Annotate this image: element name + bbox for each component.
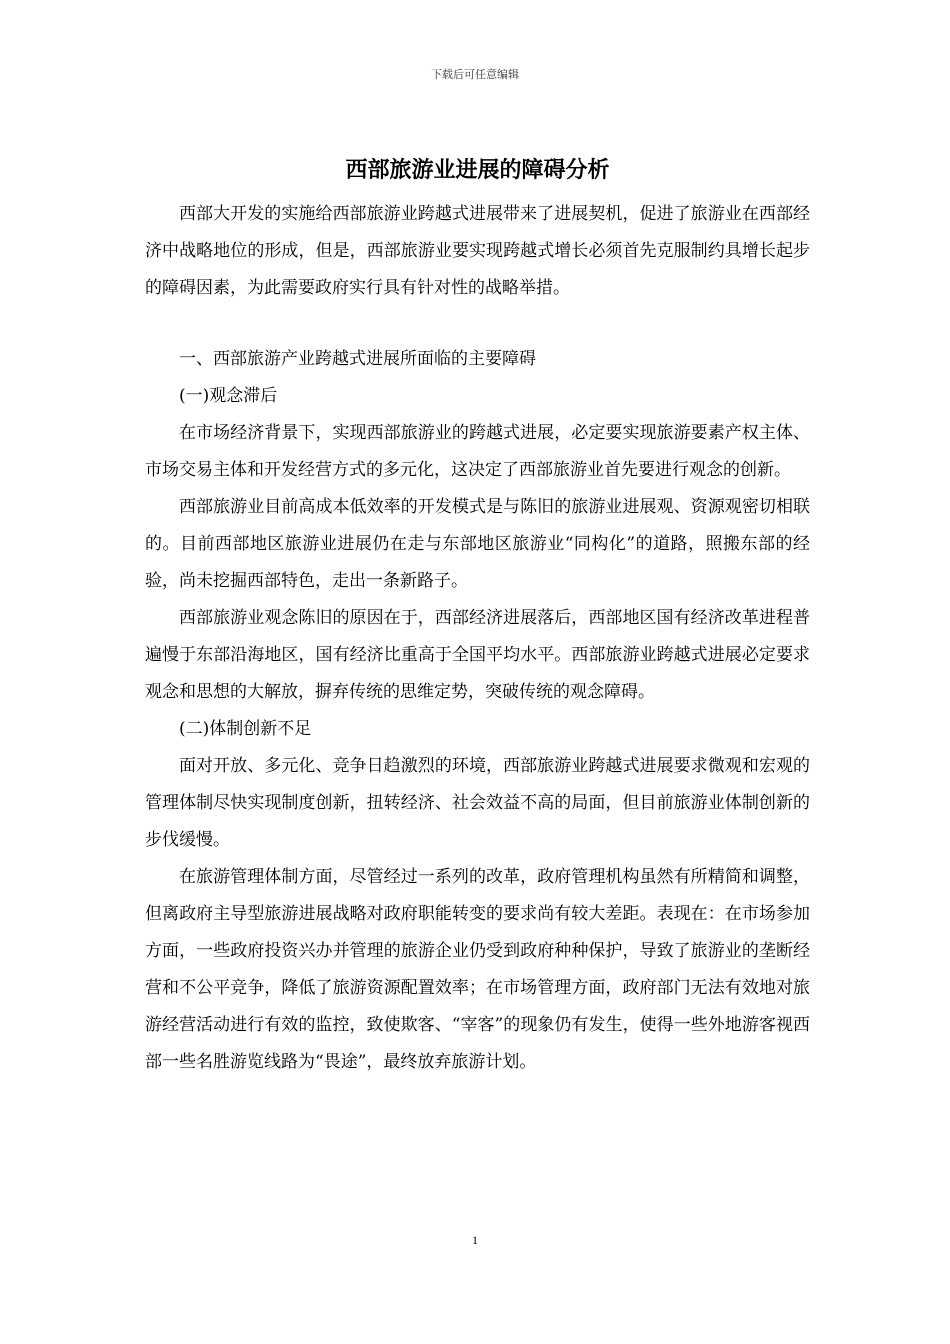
document-body: [145, 152, 810, 1081]
section-spacer: [145, 307, 810, 341]
section-heading: 一、西部旅游产业跨越式进展所面临的主要障碍: [179, 349, 536, 369]
page-header-note: 下载后可任意编辑: [431, 68, 519, 81]
intro-paragraph: 西部大开发的实施给西部旅游业跨越式进展带来了进展契机，促进了旅游业在西部经济中战略地位的形成，但是，西部旅游业要实现跨越式增长必须首先克服制约具增长起步的障碍因素，为此需要政府实行具有针对性的战略举措。: [145, 204, 810, 298]
body-paragraph: 在市场经济背景下，实现西部旅游业的跨越式进展，必定要实现旅游要素产权主体、市场交易主体和开发经营方式的多元化，这决定了西部旅游业首先要进行观念的创新。: [145, 423, 810, 480]
body-paragraph: 西部旅游业观念陈旧的原因在于，西部经济进展落后，西部地区国有经济改革进程普遍慢于东部沿海地区，国有经济比重高于全国平均水平。西部旅游业跨越式进展必定要求观念和思想的大解放，摒弃传统的思维定势，突破传统的观念障碍。: [145, 608, 810, 702]
page-number: 1: [472, 1233, 478, 1247]
document-title: 西部旅游业进展的障碍分析: [345, 157, 610, 183]
subsection-heading: (二)体制创新不足: [179, 719, 312, 739]
body-paragraph: 面对开放、多元化、竞争日趋激烈的环境，西部旅游业跨越式进展要求微观和宏观的管理体制尽快实现制度创新，扭转经济、社会效益不高的局面，但目前旅游业体制创新的步伐缓慢。: [145, 756, 810, 850]
subsection-heading: (一)观念滞后: [179, 386, 278, 406]
body-paragraph: 西部旅游业目前高成本低效率的开发模式是与陈旧的旅游业进展观、资源观密切相联的。目前西部地区旅游业进展仍在走与东部地区旅游业“同构化”的道路，照搬东部的经验，尚未挖掘西部特色，走出一条新路子。: [145, 497, 810, 591]
body-paragraph: 在旅游管理体制方面，尽管经过一系列的改革，政府管理机构虽然有所精简和调整，但离政府主导型旅游进展战略对政府职能转变的要求尚有较大差距。表现在：在市场参加方面，一些政府投资兴办并管理的旅游企业仍受到政府种种保护，导致了旅游业的垄断经营和不公平竞争，降低了旅游资源配置效率；在市场管理方面，政府部门无法有效地对旅游经营活动进行有效的监控，致使欺客、“宰客”的现象仍有发生，使得一些外地游客视西部一些名胜游览线路为“畏途”，最终放弃旅游计划。: [145, 867, 810, 1072]
